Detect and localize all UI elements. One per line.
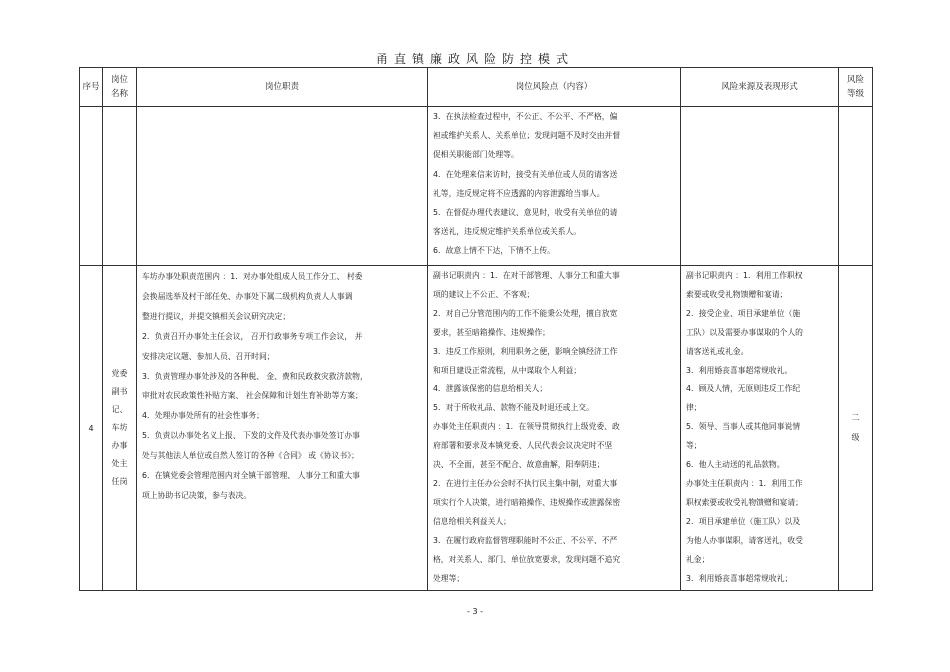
source-line: 工队）以及需要办事谋取的个人的 <box>686 327 803 337</box>
source-line: 礼金； <box>686 554 710 564</box>
risk-line: 信息给相关利益关人； <box>433 516 511 526</box>
level-line: 二 <box>851 413 860 422</box>
header-post-name-line: 名称 <box>110 89 128 99</box>
row-duties <box>137 266 428 591</box>
row-risks <box>428 266 681 591</box>
header-level-line: 风险 <box>846 75 864 85</box>
post-line: 办事 <box>111 441 128 450</box>
table-row <box>80 266 873 591</box>
duty-line: 5．负责以办事处名义上报、 下发的文件及代表办事处签订办事 <box>142 431 360 441</box>
risk-line: 4．泄露该保密的信息给相关人； <box>433 384 548 394</box>
risk-line: 3．在履行政府监督管理职能时不公正、不公平、不严 <box>433 535 618 545</box>
risk-line: 府部署和要求及本镇党委、人民代表会议决定时不坚 <box>433 441 613 451</box>
post-line: 任岗 <box>111 477 128 486</box>
source-line: 等； <box>686 441 702 451</box>
cont-level-cell <box>839 107 873 266</box>
source-line: 4．顾及人情，无原则违反工作纪 <box>686 384 801 394</box>
duty-line: 项上协助书记决策，参与表决。 <box>142 490 252 500</box>
risk-line: 处理等； <box>433 573 465 583</box>
row-level <box>839 266 873 591</box>
header-seq: 序号 <box>80 68 103 107</box>
header-risks: 岗位风险点（内容） <box>428 68 681 107</box>
risk-line: 项的建议上不公正、不客观； <box>433 289 535 299</box>
risk-line: 5．对于所收礼品、款物不能及时退还或上交。 <box>433 403 594 413</box>
source-line: 副书记职责内 ：1．利用工作职权 <box>686 271 803 280</box>
duty-line: 审批对农民政策性补贴方案、 社会保障和计划生育补助等方案； <box>142 391 363 401</box>
post-line: 车坊 <box>111 423 128 432</box>
document-title: 甬直镇廉政风险防控模式 <box>375 52 574 66</box>
risk-line: 3．违反工作原则，利用职务之便，影响全镇经济工作 <box>433 346 618 356</box>
risk-line: 促相关职能部门处理等。 <box>433 150 519 160</box>
cont-post-cell <box>103 107 137 266</box>
risk-line: 2．对自己分管范围内的工作不能秉公处理，擅自放宽 <box>433 308 618 318</box>
header-post-name-line: 岗位 <box>110 75 128 85</box>
source-line: 办事处主任职责内 ：1．利用工作 <box>686 478 803 488</box>
header-sources: 风险来源及表现形式 <box>681 68 839 107</box>
source-line: 请客送礼或礼金。 <box>686 346 749 356</box>
risk-line: 副书记职责内 ：1．在对干部管理、人事分工和重大事 <box>433 271 620 280</box>
header-duties: 岗位职责 <box>137 68 428 107</box>
row-post-name <box>103 266 137 591</box>
risk-line: 5．在督促办理代表建议、意见时，收受有关单位的请 <box>433 208 618 218</box>
source-line: 6．他人主动送的礼品款物。 <box>686 460 785 470</box>
row-seq: 4 <box>80 266 103 591</box>
source-line: 2．接受企业、项目承建单位（施 <box>686 308 801 318</box>
page-number: - 3 - <box>467 607 483 616</box>
risk-line: 格，对关系人、部门、单位放宽要求，发现问题不追究 <box>433 554 621 564</box>
header-level-line: 等级 <box>846 89 864 99</box>
duty-line: 4．处理办事处所有的社会性事务； <box>142 411 264 421</box>
post-line: 处主 <box>111 459 128 468</box>
risk-line: 袒或维护关系人、关系单位；发现问题不及时交由并督 <box>433 131 621 141</box>
source-line: 3．利用婚丧喜事超常规收礼。 <box>686 365 793 375</box>
risk-line: 办事处主任职责内 ：1．在领导贯彻执行上级党委、政 <box>433 422 620 432</box>
risk-line: 要求，甚至暗箱操作、违规操作； <box>433 327 550 337</box>
source-line: 律； <box>686 403 702 413</box>
header-level <box>839 68 873 107</box>
risk-line: 客送礼，违反规定维护关系单位或关系人。 <box>433 227 582 237</box>
risk-line: 礼等，违反规定将不应透露的内容泄露给当事人。 <box>433 188 605 198</box>
duty-line: 整进行提议，并提交镇相关会议研究决定； <box>142 311 291 321</box>
cont-seq-cell <box>80 107 103 266</box>
duty-line: 安排决定议题、参加人员、召开时间； <box>142 351 275 361</box>
risk-line: 6．故意上情不下达，下情不上传。 <box>433 246 555 256</box>
post-line: 副书 <box>111 387 128 396</box>
row-sources <box>681 266 839 591</box>
risk-line: 4．在处理来信来访时，接受有关单位或人员的请客送 <box>433 169 618 179</box>
risk-line: 3．在执法检查过程中，不公正、不公平、不严格，偏 <box>433 112 618 121</box>
cont-source-cell <box>681 107 839 266</box>
risk-line: 决、不全面，甚至不配合、故意曲解，阳奉阴违； <box>433 460 605 470</box>
source-line: 职权索要或收受礼物馈赠和宴请； <box>686 497 803 507</box>
source-line: 索要或收受礼物馈赠和宴请； <box>686 289 788 299</box>
duty-line: 3．负责管理办事处涉及的各种税、 金、费和民政救灾救济款物， <box>142 371 368 381</box>
source-line: 为他人办事谋职，请客送礼，收受 <box>686 535 803 545</box>
source-line: 5．领导、当事人或其他同事说情 <box>686 422 801 432</box>
header-row <box>80 68 873 107</box>
duty-line: 6．在镇党委会管理范围内对全镇干部管理、 人事分工和重大事 <box>142 471 360 481</box>
table-row-continued <box>80 107 873 266</box>
source-line: 2．项目承建单位（施工队）以及 <box>686 516 801 526</box>
duty-line: 会换届选举及村干部任免、办事处下属二级机构负责人人事调 <box>142 291 353 301</box>
risk-line: 2．在进行主任办公会时不执行民主集中制，对重大事 <box>433 478 618 488</box>
duty-line: 车坊办事处职责范围内 ：1．对办事处组成人员工作分工、 村委 <box>142 272 363 281</box>
post-line: 记、 <box>111 405 128 414</box>
post-line: 党委 <box>111 369 128 378</box>
cont-duty-cell <box>137 107 428 266</box>
risk-table <box>79 67 873 591</box>
duty-line: 处与其他法人单位或自然人签订的各种《合同》 或《协议书》； <box>142 451 359 461</box>
header-post-name <box>103 68 137 107</box>
risk-line: 项实行个人决策，进行暗箱操作、违规操作或泄露保密 <box>433 497 621 507</box>
risk-line: 和项目建设正常流程，从中谋取个人利益； <box>433 365 582 375</box>
level-line: 级 <box>851 433 860 442</box>
cont-risk-cell <box>428 107 681 266</box>
duty-line: 2．负责召开办事处主任会议， 召开行政事务专项工作会议， 并 <box>142 331 363 341</box>
source-line: 3．利用婚丧喜事超常规收礼； <box>686 573 793 583</box>
